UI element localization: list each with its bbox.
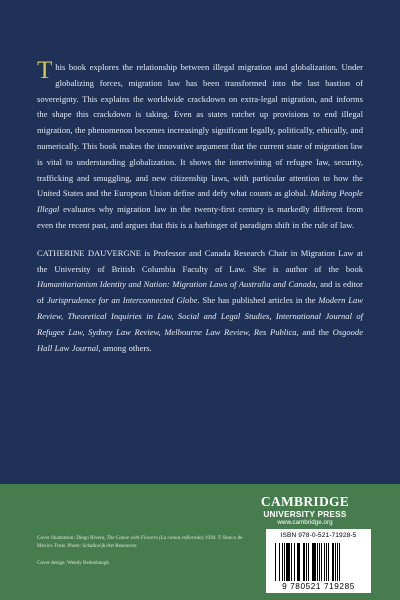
journal-list: Modern Law Review, Theoretical Inquiries in Law, Social and Legal Studies, International Journal of Refugee Law, Sydney Law Review, Melbourne Law Review, Res Publica,	[37, 295, 363, 337]
illustration-credit-suffix: 1939. © Banco de Mexico Trust. Photo: Schalkwijk/Art Resources	[37, 535, 243, 550]
author-bio-text-3: . She has published articles in the	[197, 295, 319, 306]
illustration-title: The Canoe with Flowers (La canoa enflorada)	[106, 535, 204, 541]
illustration-credit-prefix: Cover illustration: Diego Rivera,	[37, 535, 107, 541]
book-description	[37, 57, 363, 234]
journal-last: Osgoode Hall Law Journal	[37, 326, 363, 353]
author-bio	[37, 246, 363, 357]
publisher-url: www.cambridge.org	[277, 519, 333, 526]
isbn-label: ISBN 978-0-521-71928-5	[280, 532, 357, 539]
barcode-icon	[275, 543, 367, 581]
back-cover-text	[37, 57, 363, 356]
author-book-2: Jurisprudence for an Interconnected Globe	[46, 295, 198, 306]
cover-credits	[37, 534, 247, 567]
author-bio-text-2: , and is editor of	[37, 279, 363, 306]
description-ending: evaluates why migration law in the twenty-first century is markedly different from even the recent past, and argues that this is a harbinger of paradigm shift in the rule of law.	[37, 204, 363, 230]
publisher-name: CAMBRIDGE	[260, 494, 350, 509]
cover-bottom-band	[0, 484, 400, 600]
drop-cap: T	[37, 57, 53, 84]
book-title-italic: Making People Illegal	[37, 188, 363, 215]
author-bio-text-5: , among others.	[98, 342, 152, 353]
author-bio-text-1: CATHERINE DAUVERGNE is Professor and Canada Research Chair in Migration Law at the University of British Columbia Faculty of Law. She is author of the book	[37, 247, 363, 274]
barcode-digits: 9 780521 719285	[282, 582, 355, 591]
author-book-1: Humanitarianism Identity and Nation: Migration Laws of Australia and Canada	[37, 279, 316, 290]
design-credit: Cover design: Wendy Bedenbaugh	[37, 559, 109, 566]
barcode-box	[266, 529, 371, 593]
publisher-subname: UNIVERSITY PRESS	[263, 509, 347, 519]
author-bio-text-4: and the	[298, 326, 333, 337]
description-body: his book explores the relationship between illegal migration and globalization. Under globalizing forces, migration law has been transformed into the last bastion of sovereignty. This explains the worldwide crackdown on extra-legal migration, and informs the shape this crackdown is taking. Even as states ratchet up provisions to end illegal migration, the phenomenon becomes increasingly significant legally, politically, ethically, and numerically. This book makes the innovative argument that the current state of migration law is vital to understanding globalization. It shows the intertwining of refugee law, security, trafficking and smuggling, and new citizenship laws, with particular attention to how the United States and the European Union define and defy what counts as global.	[37, 62, 363, 199]
